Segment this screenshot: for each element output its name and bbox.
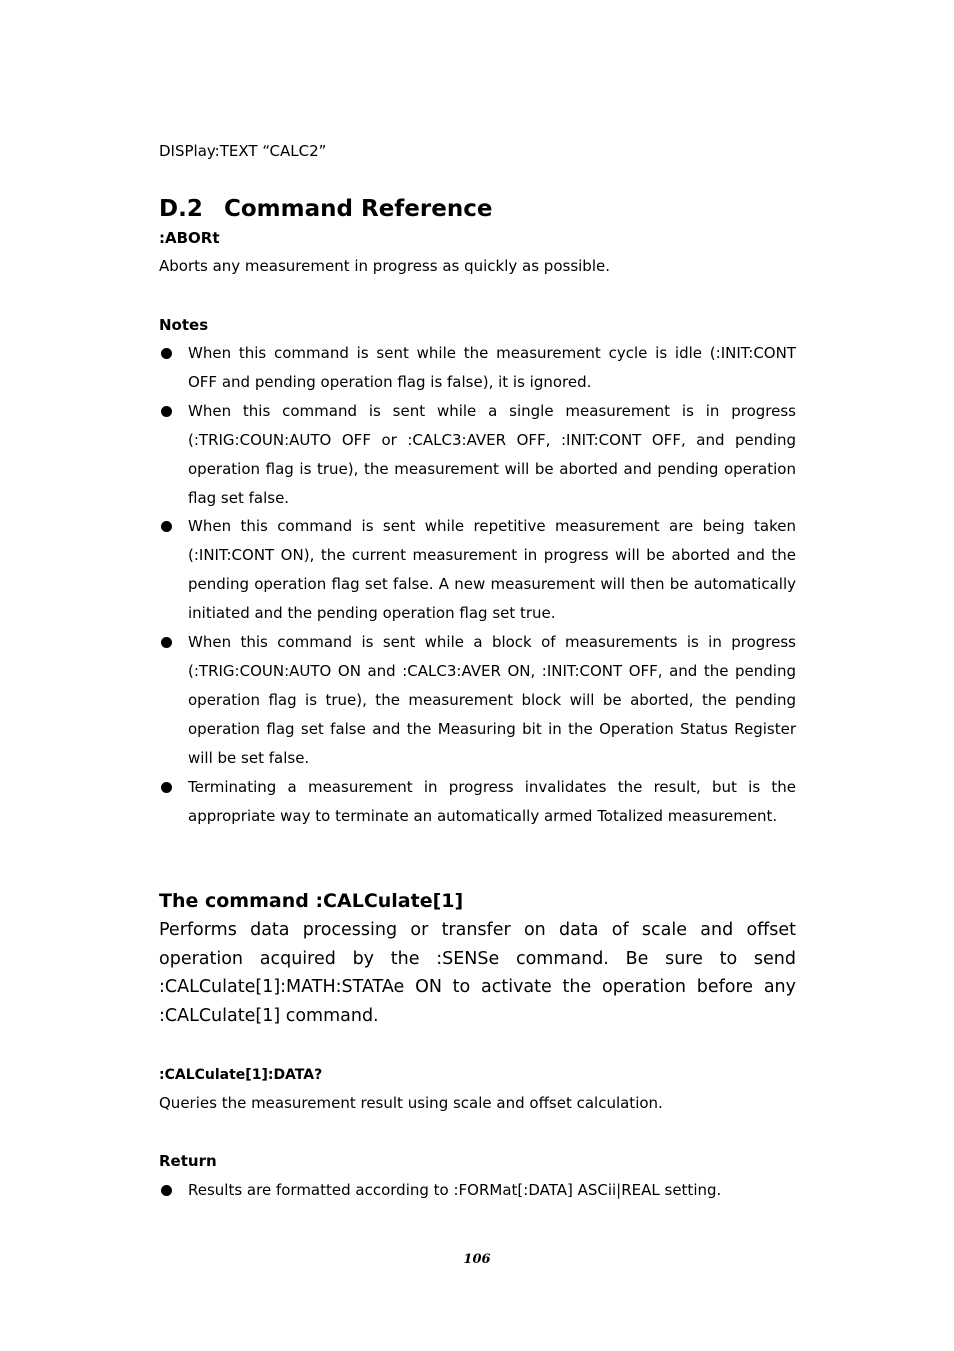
header-line: DISPlay:TEXT “CALC2” [159, 142, 327, 160]
page-number: 106 [463, 1252, 491, 1267]
list-item: When this command is sent while repetitive measurement are being taken (:INIT:CONT ON), the current measurement in progress will be aborted and the pending operation flag set false. A new measurement will then be automatically initiated and the pending operation flag set true. [159, 512, 796, 628]
section-title: Command Reference [224, 196, 493, 222]
list-item: Results are formatted according to :FORMat[:DATA] ASCii|REAL setting. [159, 1176, 796, 1205]
return-heading: Return [159, 1152, 217, 1170]
bullet-icon [161, 348, 172, 359]
list-item: When this command is sent while a block of measurements is in progress (:TRIG:COUN:AUTO ON and :CALC3:AVER ON, :INIT:CONT OFF, and the pending operation flag is true), the measurement block will be aborted, the pending operation flag set false and the Measuring bit in the Operation Status Register will be set false. [159, 628, 796, 773]
list-item: When this command is sent while the measurement cycle is idle (:INIT:CONT OFF and pending operation flag is false), it is ignored. [159, 339, 796, 397]
notes-heading: Notes [159, 316, 209, 334]
bullet-icon [161, 782, 172, 793]
return-list [159, 1176, 796, 1205]
calculate-description: Performs data processing or transfer on data of scale and offset operation acquired by the :SENSe command. Be sure to send :CALCulate[1]:MATH:STATAe ON to activate the operation before any :CALCulate[1] command. [159, 920, 796, 1027]
abort-description: Aborts any measurement in progress as quickly as possible. [159, 257, 610, 275]
list-item: Terminating a measurement in progress invalidates the result, but is the appropriate way to terminate an automatically armed Totalized measurement. [159, 773, 796, 831]
list-item: When this command is sent while a single measurement is in progress (:TRIG:COUN:AUTO OFF or :CALC3:AVER OFF, :INIT:CONT OFF, and pending operation flag is true), the measurement will be aborted and pending operation flag set false. [159, 397, 796, 513]
bullet-icon [161, 1185, 172, 1196]
data-query-description: Queries the measurement result using scale and offset calculation. [159, 1094, 663, 1112]
section-number: D.2 [159, 196, 203, 222]
notes-list [159, 339, 796, 830]
abort-command-heading: :ABORt [159, 229, 220, 247]
bullet-icon [161, 406, 172, 417]
calculate-heading: The command :CALCulate[1] [159, 890, 464, 912]
data-query-heading: :CALCulate[1]:DATA? [159, 1067, 323, 1083]
bullet-icon [161, 521, 172, 532]
section-heading [159, 195, 796, 223]
bullet-icon [161, 637, 172, 648]
